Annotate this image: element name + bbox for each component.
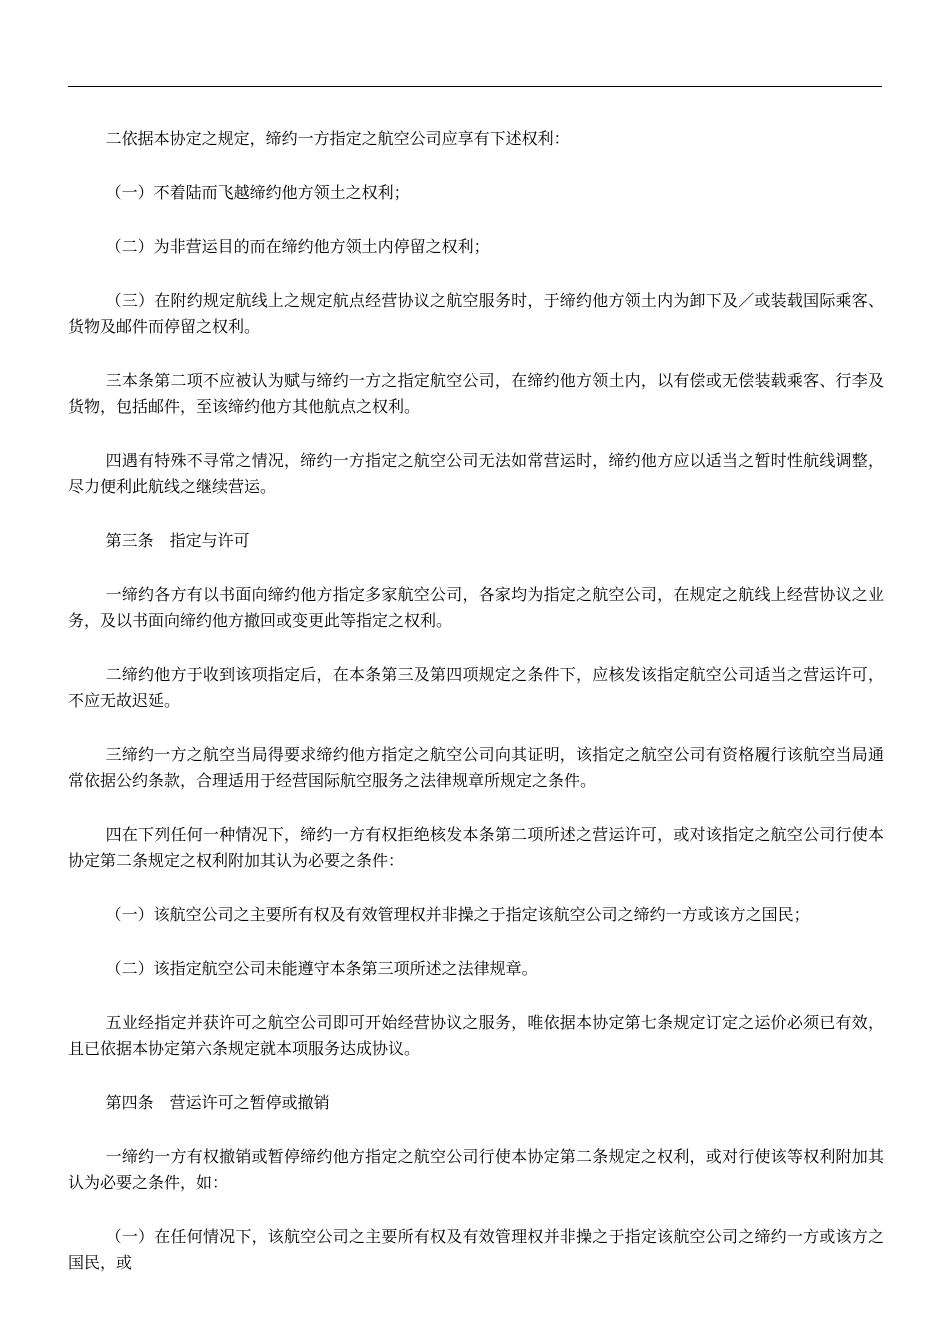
header-rule xyxy=(68,86,882,87)
paragraph: 四在下列任何一种情况下，缔约一方有权拒绝核发本条第二项所述之营运许可，或对该指定之航空公司行使本协定第二条规定之权利附加其认为必要之条件： xyxy=(68,825,884,870)
paragraph: （三）在附约规定航线上之规定航点经营协议之航空服务时，于缔约他方领土内为卸下及／或装载国际乘客、货物及邮件而停留之权利。 xyxy=(68,291,884,336)
paragraph: 三缔约一方之航空当局得要求缔约他方指定之航空公司向其证明，该指定之航空公司有资格履行该航空当局通常依据公约条款，合理适用于经营国际航空服务之法律规章所规定之条件。 xyxy=(68,745,884,790)
document-body xyxy=(68,126,884,1304)
paragraph: 一缔约一方有权撤销或暂停缔约他方指定之航空公司行使本协定第二条规定之权利，或对行使该等权利附加其认为必要之条件，如： xyxy=(68,1147,884,1192)
paragraph: （一）不着陆而飞越缔约他方领土之权利； xyxy=(105,183,410,202)
paragraph: 二缔约他方于收到该项指定后，在本条第三及第四项规定之条件下，应核发该指定航空公司适当之营运许可，不应无故迟延。 xyxy=(68,665,884,710)
paragraph: （一）在任何情况下，该航空公司之主要所有权及有效管理权并非操之于指定该航空公司之缔约一方或该方之国民，或 xyxy=(68,1227,884,1272)
paragraph: 一缔约各方有以书面向缔约他方指定多家航空公司，各家均为指定之航空公司，在规定之航线上经营协议之业务，及以书面向缔约他方撤回或变更此等指定之权利。 xyxy=(68,585,884,630)
paragraph: （二）为非营运目的而在缔约他方领土内停留之权利； xyxy=(105,237,490,256)
paragraph: （一）该航空公司之主要所有权及有效管理权并非操之于指定该航空公司之缔约一方或该方之国民； xyxy=(105,905,810,924)
paragraph: 五业经指定并获许可之航空公司即可开始经营协议之服务，唯依据本协定第七条规定订定之运价必须已有效，且已依据本协定第六条规定就本项服务达成协议。 xyxy=(68,1013,884,1058)
paragraph: （二）该指定航空公司未能遵守本条第三项所述之法律规章。 xyxy=(105,959,538,978)
paragraph: 四遇有特殊不寻常之情况，缔约一方指定之航空公司无法如常营运时，缔约他方应以适当之暂时性航线调整，尽力便利此航线之继续营运。 xyxy=(68,451,884,496)
paragraph: 二依据本协定之规定，缔约一方指定之航空公司应享有下述权利： xyxy=(105,129,570,148)
article-heading: 第三条 指定与许可 xyxy=(105,531,250,550)
article-heading: 第四条 营运许可之暂停或撤销 xyxy=(105,1093,330,1112)
paragraph: 三本条第二项不应被认为赋与缔约一方之指定航空公司，在缔约他方领土内，以有偿或无偿装载乘客、行李及货物，包括邮件，至该缔约他方其他航点之权利。 xyxy=(68,371,884,416)
